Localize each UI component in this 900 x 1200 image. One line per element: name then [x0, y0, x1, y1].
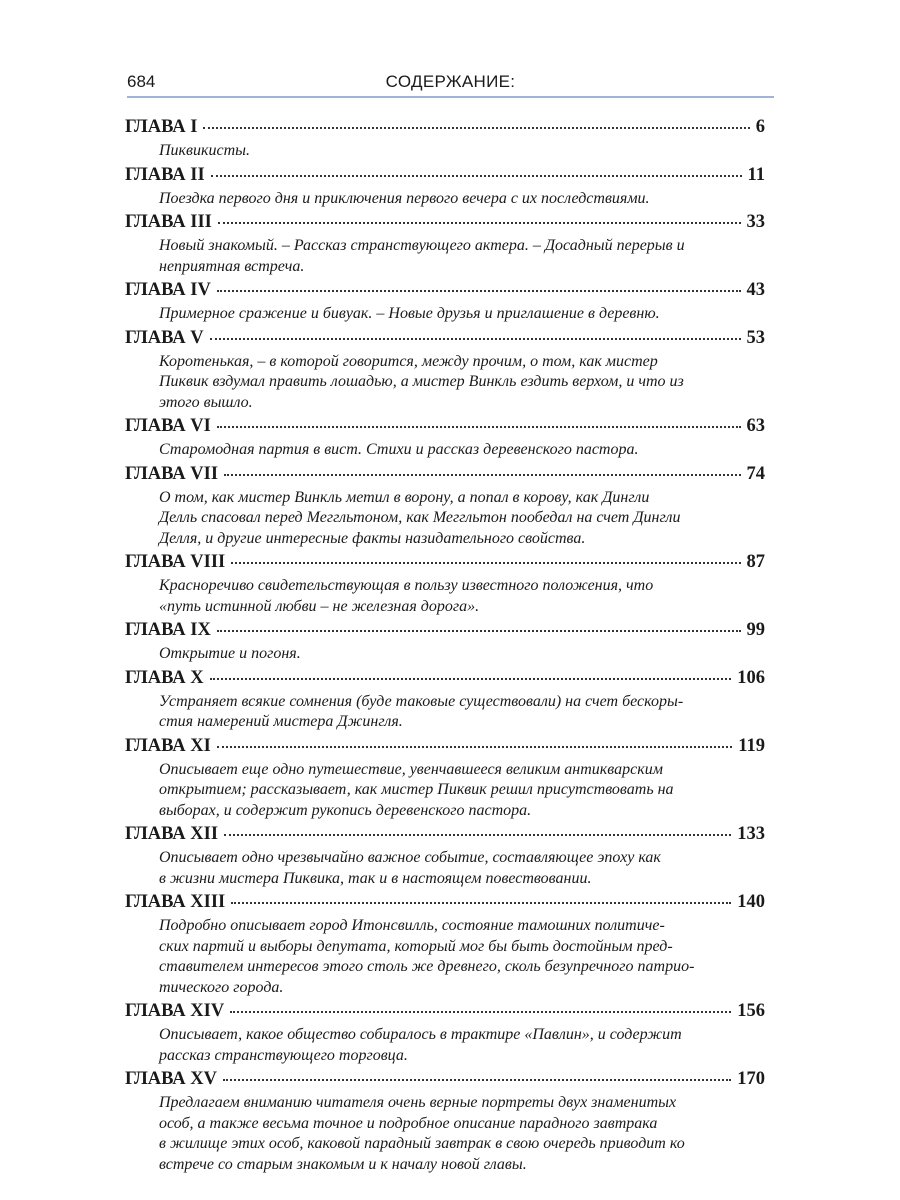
chapter-page-number: 11: [747, 164, 765, 185]
chapter-page-number: 133: [737, 824, 765, 844]
chapter-page-number: 53: [746, 327, 765, 348]
chapter-summary: [125, 848, 765, 889]
summary-line: Описывает, какое общество собиралось в трактире «Павлин», и содержит: [159, 1026, 682, 1043]
summary-line: Красноречиво свидетельствующая в пользу известного положения, что: [159, 577, 654, 594]
summary-line: Делля, и другие интересные факты назидательного свойства.: [159, 529, 586, 547]
chapter-page-number: 87: [746, 552, 765, 572]
dot-leader: [210, 337, 741, 340]
dot-leader: [223, 1078, 731, 1081]
chapter-title: ГЛАВА XIV: [125, 1001, 225, 1021]
dot-leader: [217, 289, 741, 292]
chapter-summary: [125, 644, 765, 665]
summary-line: в жизни мистера Пиквика, так и в настоящем повествовании.: [159, 869, 592, 887]
toc-entry-heading: [125, 620, 765, 644]
toc-entry: [125, 668, 765, 733]
page-header: [127, 70, 774, 98]
chapter-summary: [125, 692, 765, 733]
toc-entry-heading: [125, 1069, 765, 1093]
chapter-title: ГЛАВА VI: [125, 416, 211, 436]
chapter-page-number: 119: [738, 735, 765, 756]
chapter-summary: [125, 141, 765, 162]
summary-line: этого вышло.: [159, 393, 253, 411]
toc-entry-heading: [125, 824, 765, 848]
summary-line: стия намерений мистера Джингля.: [159, 713, 403, 730]
summary-line: Пиквик вздумал править лошадью, а мистер Винкль ездить верхом, и что из: [159, 373, 684, 390]
chapter-page-number: 43: [746, 280, 765, 300]
toc-entry: [125, 117, 765, 162]
chapter-summary: [125, 488, 765, 550]
chapter-summary: [125, 189, 765, 210]
page-number: 684: [127, 72, 156, 91]
toc-entry-heading: [125, 1001, 765, 1025]
summary-line: Открытие и погоня.: [159, 645, 301, 662]
table-of-contents: [125, 117, 765, 1178]
chapter-title: ГЛАВА II: [125, 164, 205, 185]
chapter-summary: [125, 440, 765, 461]
summary-line: «путь истинной любви – не железная дорога».: [159, 597, 480, 615]
toc-entry: [125, 212, 765, 277]
chapter-title: ГЛАВА V: [125, 327, 204, 348]
summary-line: неприятная встреча.: [159, 257, 305, 275]
toc-entry-heading: [125, 117, 765, 141]
chapter-page-number: 6: [755, 117, 765, 137]
chapter-title: ГЛАВА IV: [125, 280, 211, 300]
dot-leader: [224, 833, 731, 836]
running-title: СОДЕРЖАНИЕ:: [385, 72, 516, 91]
toc-entry-heading: [125, 416, 765, 440]
dot-leader: [210, 677, 732, 680]
dot-leader: [217, 629, 741, 632]
summary-line: Примерное сражение и бивуак. – Новые друзья и приглашение в деревню.: [159, 305, 660, 322]
toc-entry: [125, 1069, 765, 1175]
summary-line: Старомодная партия в вист. Стихи и рассказ деревенского пастора.: [159, 441, 639, 458]
summary-line: выборах, и содержит рукопись деревенского пастора.: [159, 801, 532, 819]
chapter-summary: [125, 576, 765, 617]
summary-line: Описывает одно чрезвычайно важное событие, составляющее эпоху как: [159, 849, 661, 866]
summary-line: встрече со старым знакомым и к началу новой главы.: [159, 1155, 527, 1173]
toc-entry-heading: [125, 212, 765, 236]
summary-line: Подробно описывает город Итонсвилль, состояние тамошних политиче-: [159, 917, 665, 934]
summary-line: Коротенькая, – в которой говорится, между прочим, о том, как мистер: [159, 352, 658, 370]
toc-entry: [125, 328, 765, 414]
summary-line: тического города.: [159, 978, 284, 996]
toc-entry: [125, 416, 765, 461]
chapter-title: ГЛАВА XIII: [125, 892, 226, 912]
summary-line: Пиквикисты.: [159, 142, 250, 159]
toc-entry: [125, 552, 765, 617]
toc-entry-heading: [125, 892, 765, 916]
dot-leader: [217, 745, 732, 748]
toc-entry-heading: [125, 165, 765, 189]
summary-line: Поездка первого дня и приключения первого вечера с их последствиями.: [159, 189, 650, 207]
chapter-page-number: 99: [746, 620, 765, 640]
chapter-summary: [125, 1025, 765, 1066]
dot-leader: [211, 174, 742, 177]
chapter-page-number: 170: [737, 1069, 765, 1089]
chapter-title: ГЛАВА VII: [125, 463, 219, 484]
dot-leader: [231, 901, 731, 904]
chapter-page-number: 33: [746, 212, 765, 232]
toc-entry: [125, 464, 765, 550]
toc-entry-heading: [125, 280, 765, 304]
chapter-title: ГЛАВА X: [125, 667, 204, 688]
chapter-page-number: 63: [746, 416, 765, 436]
dot-leader: [224, 473, 740, 476]
chapter-summary: [125, 304, 765, 325]
dot-leader: [230, 1010, 731, 1013]
dot-leader: [203, 126, 749, 129]
summary-line: Устраняет всякие сомнения (буде таковые существовали) на счет бескоры-: [159, 692, 684, 710]
summary-line: открытием; рассказывает, как мистер Пиквик решил присутствовать на: [159, 781, 674, 798]
chapter-title: ГЛАВА I: [125, 117, 198, 137]
toc-entry: [125, 620, 765, 665]
chapter-summary: [125, 760, 765, 822]
summary-line: Новый знакомый. – Рассказ странствующего актера. – Досадный перерыв и: [159, 237, 685, 254]
toc-entry: [125, 824, 765, 889]
toc-entry-heading: [125, 736, 765, 760]
toc-entry-heading: [125, 668, 765, 692]
chapter-page-number: 156: [737, 1001, 765, 1021]
summary-line: Описывает еще одно путешествие, увенчавшееся великим антикварским: [159, 760, 663, 778]
summary-line: Делль спасовал перед Меггльтоном, как Меггльтон пообедал на счет Дингли: [159, 509, 681, 526]
dot-leader: [231, 561, 740, 564]
summary-line: ставителем интересов этого столь же древнего, сколь безупречного патрио-: [159, 958, 695, 975]
chapter-summary: [125, 236, 765, 277]
chapter-title: ГЛАВА VIII: [125, 552, 226, 572]
toc-entry: [125, 165, 765, 210]
toc-entry-heading: [125, 328, 765, 352]
summary-line: рассказ странствующего торговца.: [159, 1046, 408, 1064]
summary-line: О том, как мистер Винкль метил в ворону, а попал в корову, как Дингли: [159, 488, 650, 506]
toc-entry: [125, 892, 765, 998]
summary-line: Предлагаем вниманию читателя очень верные портреты двух знаменитых: [159, 1094, 677, 1111]
summary-line: ских партий и выборы депутата, который мог бы быть достойным пред-: [159, 937, 673, 955]
chapter-title: ГЛАВА IX: [125, 620, 211, 640]
chapter-page-number: 74: [746, 463, 765, 484]
toc-entry: [125, 1001, 765, 1066]
chapter-page-number: 106: [737, 667, 765, 688]
dot-leader: [218, 221, 741, 224]
chapter-summary: [125, 1093, 765, 1175]
summary-line: особ, а также весьма точное и подробное описание парадного завтрака: [159, 1114, 658, 1132]
chapter-title: ГЛАВА XII: [125, 824, 219, 844]
summary-line: в жилище этих особ, каковой парадный завтрак в свою очередь приводит ко: [159, 1135, 685, 1152]
chapter-title: ГЛАВА XI: [125, 735, 211, 756]
chapter-title: ГЛАВА III: [125, 212, 212, 232]
toc-entry: [125, 736, 765, 822]
toc-entry-heading: [125, 552, 765, 576]
toc-entry: [125, 280, 765, 325]
dot-leader: [217, 425, 741, 428]
chapter-title: ГЛАВА XV: [125, 1069, 218, 1089]
chapter-page-number: 140: [737, 892, 765, 912]
chapter-summary: [125, 352, 765, 414]
toc-entry-heading: [125, 464, 765, 488]
chapter-summary: [125, 916, 765, 998]
